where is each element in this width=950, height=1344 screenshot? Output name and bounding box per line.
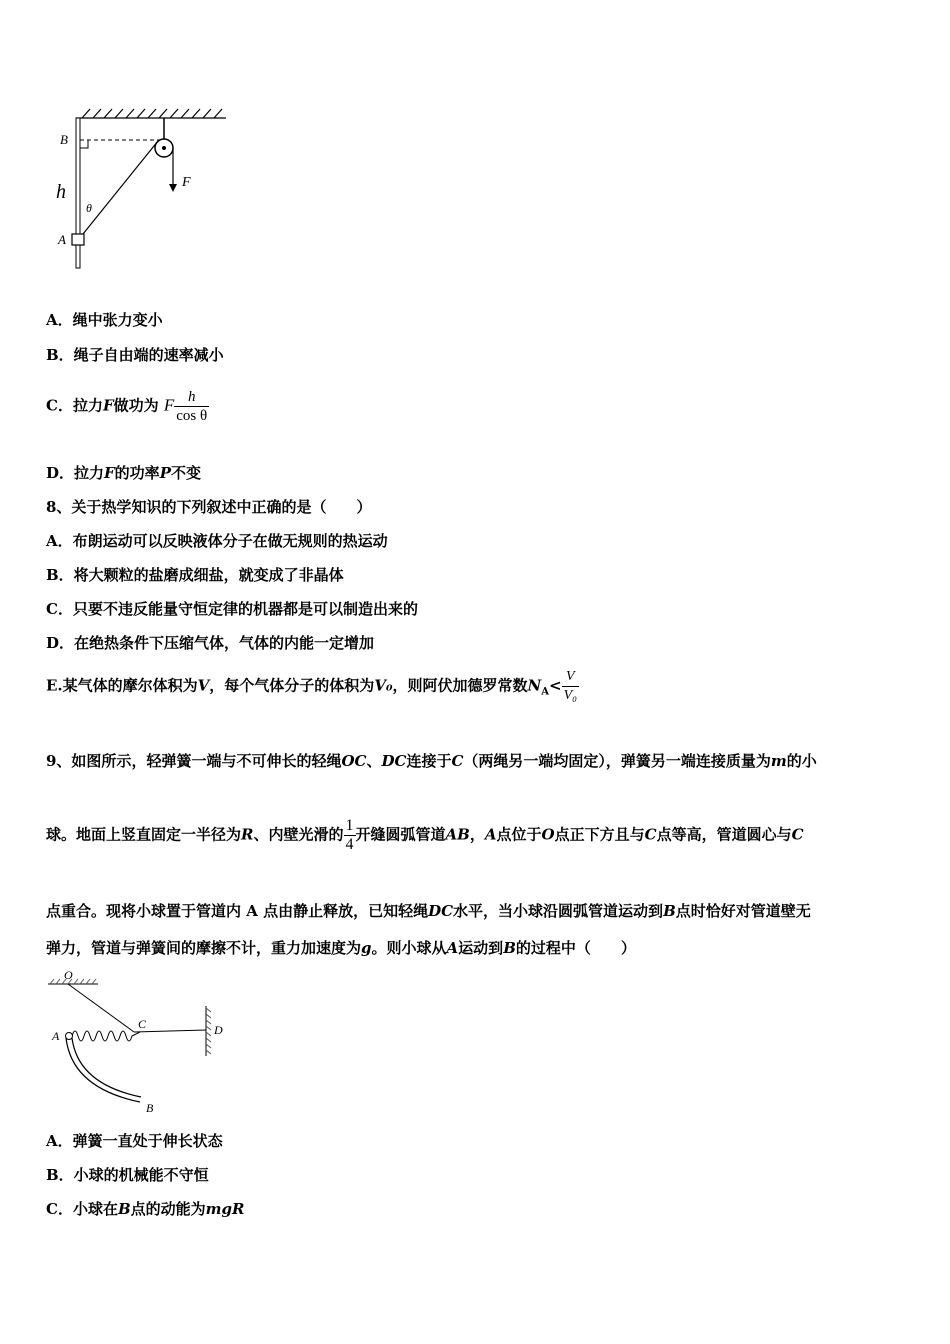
q9-l4-c: 运动到 <box>458 939 504 957</box>
label-f: F <box>182 175 191 190</box>
q7-d-var1: F <box>104 464 115 482</box>
q8-e-post: ，则阿伏加德罗常数 <box>392 676 528 695</box>
q7-option-d <box>46 463 201 483</box>
ceiling-o <box>48 979 98 984</box>
q9-l2-b: 、内壁光滑的 <box>253 825 344 844</box>
q8-option-c: C．只要不违反能量守恒定律的机器都是可以制造出来的 <box>46 600 418 618</box>
q8-stem: 8、关于热学知识的下列叙述中正确的是（ ） <box>46 498 372 516</box>
q9-l3-a: 点重合。现将小球置于管道内 A 点由静止释放，已知轻绳 <box>46 902 429 920</box>
arc-pipe-outer <box>66 1038 140 1102</box>
q9-l4-aa: A <box>446 939 459 957</box>
ceiling-hatch <box>76 109 226 118</box>
q9-line-4 <box>46 938 636 958</box>
spring-coils <box>72 1031 140 1041</box>
q9-l2-g: 点等高，管道圆心与 <box>656 825 792 844</box>
q9-l2-e: 点位于 <box>496 825 542 844</box>
q7-c-mid: 做功为 <box>113 396 159 415</box>
q9-c-mgr: mgR <box>205 1200 245 1218</box>
force-arrow-head <box>169 184 177 192</box>
q9-line-2 <box>46 817 804 854</box>
label-c: C <box>138 1017 147 1031</box>
q9-line-3 <box>46 901 811 921</box>
figure-pulley-rod <box>50 108 240 278</box>
block-a <box>72 234 84 245</box>
q9-l2-fraction <box>344 817 356 854</box>
q9-l2-o: O <box>541 825 555 844</box>
q9-l2-c2: C <box>644 825 657 844</box>
q9-l2-f: 点正下方且与 <box>554 825 645 844</box>
label-a: A <box>52 1029 60 1043</box>
rope-diagonal <box>83 141 158 234</box>
q9-l1-d: （两绳另一端均固定），弹簧另一端连接质量为 <box>463 752 771 770</box>
q9-l4-g: g <box>361 939 372 957</box>
q9-l4-b: 。则小球从 <box>371 939 447 957</box>
q8-e-num: V <box>566 669 575 684</box>
q8-e-na: N <box>527 676 542 695</box>
q9-l2-ab: AB <box>445 825 470 844</box>
q9-l4-bb: B <box>503 939 516 957</box>
q9-c-mid: 点的动能为 <box>130 1200 206 1218</box>
q9-l2-num: 1 <box>345 817 354 834</box>
q9-l4-d: 的过程中（ ） <box>515 939 636 957</box>
q9-l1-oc: OC <box>341 752 367 770</box>
label-b: B <box>60 132 68 147</box>
q9-c-b: B <box>117 1200 131 1218</box>
q9-l1-e: 的小 <box>786 752 817 770</box>
q8-e-fraction <box>562 668 579 705</box>
arc-pipe-inner <box>72 1038 141 1097</box>
q9-l2-a: 球。地面上竖直固定一半径为 <box>46 825 242 844</box>
q8-option-d: D．在绝热条件下压缩气体，气体的内能一定增加 <box>46 634 375 652</box>
q7-option-b: B．绳子自由端的速率减小 <box>46 346 224 364</box>
q8-e-pre: E.某气体的摩尔体积为 <box>46 676 198 695</box>
right-angle-mark <box>80 140 88 148</box>
label-d: D <box>214 1023 223 1037</box>
q9-l2-c: 开缝圆弧管道 <box>355 825 446 844</box>
q9-l3-dc: DC <box>428 902 454 920</box>
rope-oc <box>68 984 134 1032</box>
q9-option-a: A．弹簧一直处于伸长状态 <box>46 1132 223 1150</box>
q8-e-den: V₀ <box>563 688 578 703</box>
q9-l1-sep: 、 <box>366 752 382 770</box>
q7-option-a: A．绳中张力变小 <box>46 311 163 329</box>
q9-l3-bb: B <box>663 902 676 920</box>
q9-l1-c: C <box>451 752 464 770</box>
q7-option-c <box>46 388 209 425</box>
q7-d-post: 不变 <box>170 464 201 482</box>
q9-c-pre: C．小球在 <box>46 1200 118 1218</box>
q9-option-b: B．小球的机械能不守恒 <box>46 1166 209 1184</box>
q9-l2-d: ， <box>469 825 485 844</box>
q9-line-1 <box>46 751 817 771</box>
q9-l2-a2: A <box>484 825 497 844</box>
q7-c-var: F <box>102 396 114 415</box>
q7-d-mid: 的功率 <box>114 464 160 482</box>
q7-c-fraction <box>174 388 209 425</box>
q7-c-den: cos θ <box>176 408 208 424</box>
wall-d <box>206 1006 211 1056</box>
label-b: B <box>146 1101 154 1115</box>
q9-l3-c: 点时恰好对管道壁无 <box>675 902 811 920</box>
q9-l3-b: 水平，当小球沿圆弧管道运动到 <box>453 902 664 920</box>
q8-option-e <box>46 668 579 705</box>
q7-d-pre: D．拉力 <box>46 464 105 482</box>
q7-c-num: h <box>187 389 196 405</box>
q9-l2-den: 4 <box>345 836 354 853</box>
q8-option-b: B．将大颗粒的盐磨成细盐，就变成了非晶体 <box>46 566 344 584</box>
label-a: A <box>58 232 66 247</box>
q9-option-c <box>46 1199 244 1219</box>
q9-l1-m: m <box>770 752 787 770</box>
figure-spring-arc <box>44 966 234 1116</box>
q7-d-var2: P <box>159 464 171 482</box>
q9-l4-a: 弹力，管道与弹簧间的摩擦不计，重力加速度为 <box>46 939 362 957</box>
q8-e-mid: ，每个气体分子的体积为 <box>209 676 375 695</box>
q8-e-lt: < <box>549 676 562 695</box>
q7-c-fvar: F <box>163 395 175 415</box>
q9-l2-c3: C <box>791 825 804 844</box>
q7-c-pre: C．拉力 <box>46 396 103 415</box>
q8-e-v: V <box>197 676 210 695</box>
q8-option-a: A．布朗运动可以反映液体分子在做无规则的热运动 <box>46 532 388 550</box>
q8-e-v0: V₀ <box>374 676 393 695</box>
q9-l1-b: 连接于 <box>406 752 452 770</box>
q9-l2-r: R <box>241 825 254 844</box>
q9-l1-a: 9、如图所示，轻弹簧一端与不可伸长的轻绳 <box>46 752 342 770</box>
label-o: O <box>64 968 73 982</box>
label-theta: θ <box>86 201 92 215</box>
label-h: h <box>56 181 66 203</box>
q9-l1-dc: DC <box>381 752 407 770</box>
q8-e-na-sub: A <box>541 686 550 698</box>
